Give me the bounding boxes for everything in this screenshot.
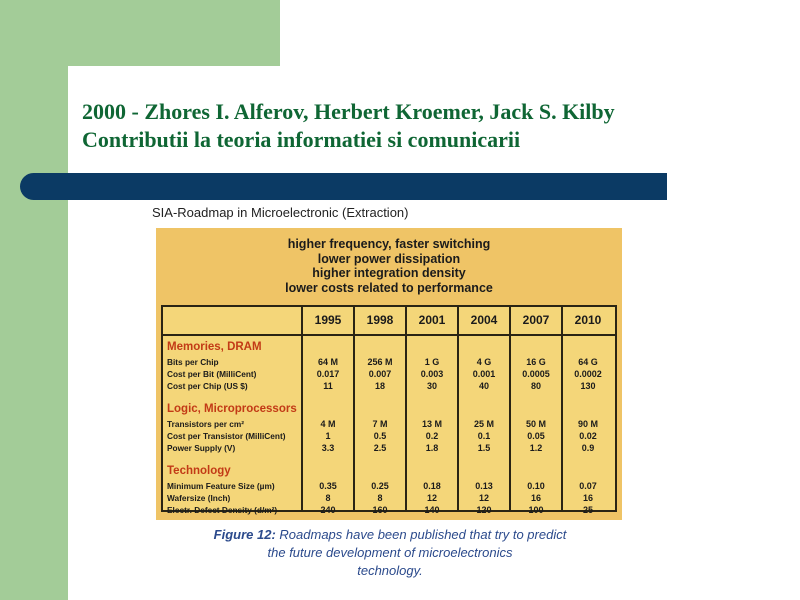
table-cell: 80 <box>530 381 541 391</box>
caption-text: Roadmaps have been published that try to predict <box>279 527 567 542</box>
table-cell: 12 <box>426 493 437 503</box>
caption-line-1 <box>160 526 620 544</box>
table-cell: 120 <box>476 505 492 515</box>
column-divider <box>509 307 511 510</box>
table-cell: 0.5 <box>373 431 387 441</box>
row-label: Minimum Feature Size (µm) <box>167 481 275 491</box>
table-cell: 18 <box>374 381 385 391</box>
table-cell: 0.13 <box>475 481 493 491</box>
table-cell: 64 M <box>317 357 338 367</box>
table-cell: 4 M <box>320 419 336 429</box>
slide-title <box>82 98 782 154</box>
table-cell: 0.05 <box>527 431 545 441</box>
caption-line-3: technology. <box>357 563 423 578</box>
figure-caption <box>160 526 620 580</box>
table-cell: 130 <box>580 381 596 391</box>
row-label: Cost per Transistor (MilliCent) <box>167 431 286 441</box>
year-header: 2007 <box>522 313 550 327</box>
table-cell: 0.25 <box>371 481 389 491</box>
category-heading: Logic, Microprocessors <box>167 403 297 415</box>
left-green-band <box>0 0 68 600</box>
top-green-band <box>68 0 280 66</box>
table-cell: 64 G <box>578 357 598 367</box>
table-cell: 0.10 <box>527 481 545 491</box>
table-cell: 40 <box>478 381 489 391</box>
slide-title-line-1: 2000 - Zhores I. Alferov, Herbert Kroemer, Jack S. Kilby <box>82 99 615 124</box>
table-cell: 13 M <box>421 419 442 429</box>
table-cell: 0.0002 <box>574 369 602 379</box>
table-cell: 7 M <box>372 419 388 429</box>
table-cell: 16 <box>530 493 541 503</box>
row-label: Electr. Defect Density (d/m²) <box>167 505 278 515</box>
table-cell: 160 <box>372 505 388 515</box>
table-cell: 1 G <box>424 357 440 367</box>
table-cell: 8 <box>377 493 383 503</box>
column-divider <box>301 307 303 510</box>
year-header: 2010 <box>574 313 602 327</box>
goal-line: lower power dissipation <box>317 251 461 266</box>
table-cell: 256 M <box>367 357 393 367</box>
table-cell: 0.001 <box>472 369 496 379</box>
column-divider <box>561 307 563 510</box>
year-header: 2004 <box>470 313 498 327</box>
row-label: Wafersize (Inch) <box>167 493 231 503</box>
table-cell: 140 <box>424 505 440 515</box>
table-cell: 1.2 <box>529 443 543 453</box>
table-cell: 0.9 <box>581 443 595 453</box>
row-label: Cost per Chip (US $) <box>167 381 248 391</box>
year-header: 1998 <box>366 313 394 327</box>
table-cell: 0.2 <box>425 431 439 441</box>
title-divider-bar <box>20 173 667 200</box>
table-cell: 100 <box>528 505 544 515</box>
table-cell: 2.5 <box>373 443 387 453</box>
row-label: Power Supply (V) <box>167 443 236 453</box>
table-cell: 8 <box>325 493 331 503</box>
table-cell: 3.3 <box>321 443 335 453</box>
table-cell: 0.1 <box>477 431 491 441</box>
table-cell: 50 M <box>525 419 546 429</box>
table-cell: 16 G <box>526 357 546 367</box>
table-cell: 12 <box>478 493 489 503</box>
year-header: 1995 <box>314 313 342 327</box>
category-heading: Memories, DRAM <box>167 341 262 353</box>
table-cell: 90 M <box>577 419 598 429</box>
table-cell: 25 M <box>473 419 494 429</box>
column-divider <box>353 307 355 510</box>
year-header: 2001 <box>418 313 446 327</box>
table-cell: 0.017 <box>316 369 340 379</box>
row-label: Cost per Bit (MilliCent) <box>167 369 257 379</box>
caption-label: Figure 12: <box>213 527 276 542</box>
table-cell: 0.0005 <box>522 369 550 379</box>
table-cell: 1 <box>325 431 331 441</box>
figure-heading: SIA-Roadmap in Microelectronic (Extraction) <box>152 205 409 220</box>
table-cell: 1.8 <box>425 443 439 453</box>
column-divider <box>457 307 459 510</box>
table-cell: 0.007 <box>368 369 392 379</box>
table-cell: 30 <box>426 381 437 391</box>
roadmap-table <box>161 305 617 515</box>
table-cell: 1.5 <box>477 443 491 453</box>
table-cell: 0.07 <box>579 481 597 491</box>
row-label: Bits per Chip <box>167 357 219 367</box>
table-cell: 240 <box>320 505 336 515</box>
table-cell: 0.003 <box>420 369 444 379</box>
table-cell: 11 <box>323 381 333 391</box>
goal-line: lower costs related to performance <box>285 280 493 295</box>
goal-line: higher frequency, faster switching <box>287 237 491 251</box>
table-cell: 4 G <box>476 357 492 367</box>
slide-title-line-2: Contributii la teoria informatiei si comunicarii <box>82 127 521 152</box>
roadmap-goals <box>156 237 622 295</box>
roadmap-panel <box>156 228 622 520</box>
table-cell: 0.18 <box>423 481 441 491</box>
caption-line-2: the future development of microelectronics <box>267 545 513 560</box>
row-label: Transistors per cm² <box>167 419 245 429</box>
table-cell: 25 <box>582 505 593 515</box>
category-heading: Technology <box>167 465 231 477</box>
table-cell: 0.35 <box>319 481 337 491</box>
column-divider <box>405 307 407 510</box>
table-cell: 0.02 <box>579 431 597 441</box>
roadmap-figure <box>148 201 626 523</box>
table-cell: 16 <box>582 493 593 503</box>
goal-line: higher integration density <box>312 266 466 280</box>
